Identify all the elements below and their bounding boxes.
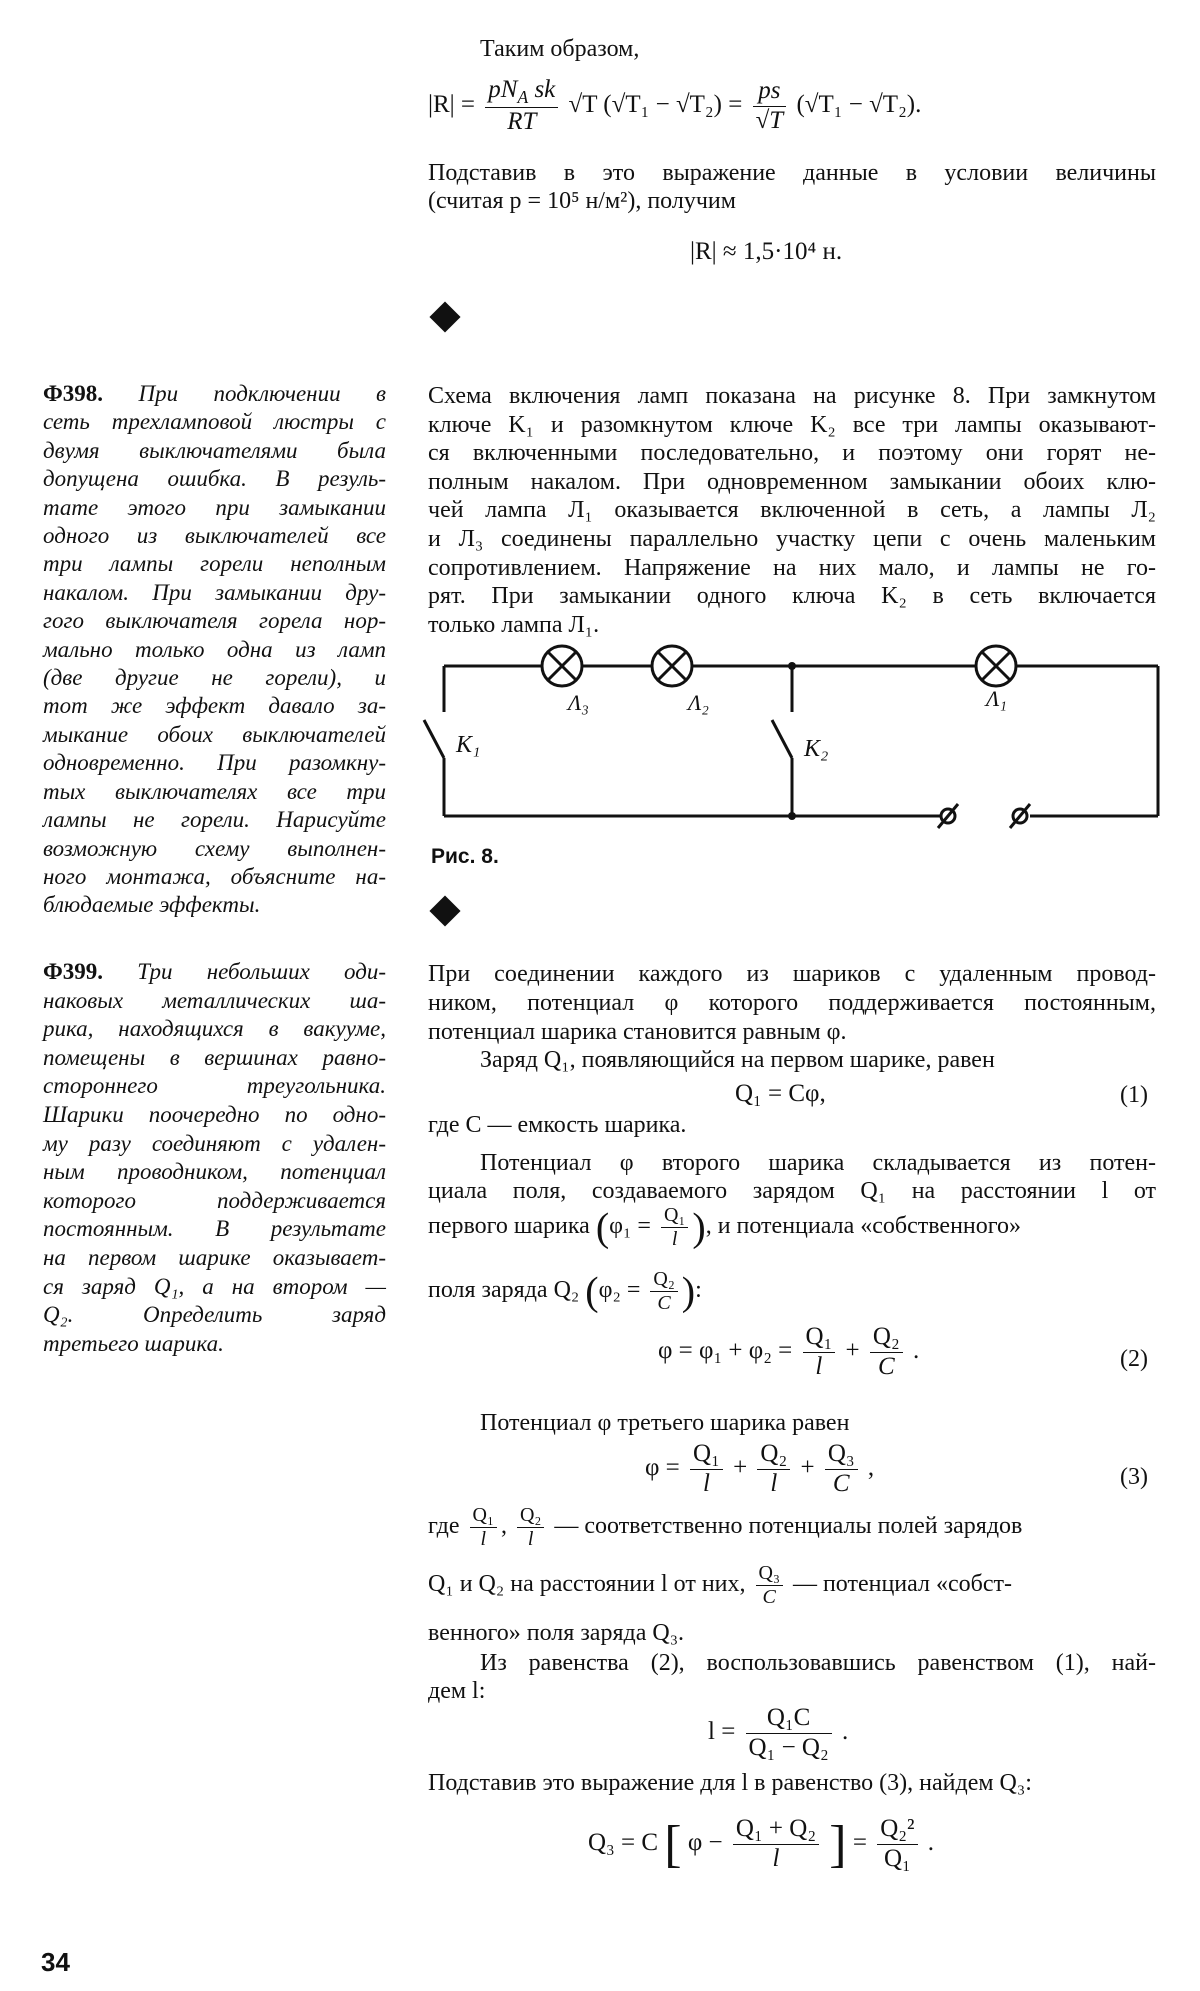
f398-sol-line: ся включенными последовательно, и поэтому они горят не- — [428, 440, 1156, 467]
f399-line: постоянным. В результате — [43, 1216, 386, 1242]
lamp-3-label: Λ₃ — [568, 690, 589, 715]
f399-line: третьего шарика. — [43, 1330, 224, 1356]
f398-line: блюдаемые эффекты. — [43, 892, 261, 918]
solution-f399-p5-line2: дем l: — [428, 1678, 486, 1704]
terminal-left-icon — [938, 804, 958, 828]
circuit-diagram — [420, 640, 1170, 840]
switch-k2-icon — [772, 720, 792, 758]
f399-line: которого поддерживается — [43, 1187, 386, 1213]
f398-sol-line: ключе K₁ и разомкнутом ключе K₂ все три лампы оказывают- — [428, 411, 1156, 438]
junction-top — [788, 662, 796, 670]
solution-f399-p5-line1: Из равенства (2), воспользовавшись равенством (1), най- — [480, 1650, 1156, 1676]
solution-f399-p6: Подставив это выражение для l в равенство (3), найдем Q₃: — [428, 1770, 1032, 1796]
para-substitute-line1: Подставив в это выражение данные в условии величины — [428, 160, 1156, 186]
intro-text: Таким образом, — [480, 36, 640, 62]
solution-f398 — [428, 382, 1156, 639]
equation-2-number: (2) — [1120, 1346, 1148, 1372]
solution-f399-p2: Заряд Q₁, появляющийся на первом шарике, равен — [480, 1047, 995, 1073]
f398-line: тот же эффект давало за- — [43, 693, 386, 719]
eq-R-frac2: $\frac{ps}{√T}$ — [753, 77, 787, 136]
equation-R — [428, 76, 921, 137]
solution-f399-p4: Потенциал φ третьего шарика равен — [480, 1410, 850, 1436]
problem-f398 — [43, 380, 386, 920]
para-substitute-line2: (считая p = 10⁵ н/м²), получим — [428, 188, 736, 214]
f398-line: одновременно. При разомкну- — [43, 750, 386, 776]
lamp-3-icon — [542, 646, 582, 686]
problem-f399 — [43, 958, 386, 1358]
f398-line: три лампы горели неполным — [43, 551, 386, 577]
where-3: Q₁ и Q₂ на расстоянии l от них, $\frac{\text{Q₃}}{C}$ — потенциал «собст- — [428, 1562, 1012, 1608]
f399-line: рика, находящихся в вакууме, — [43, 1016, 386, 1042]
f398-line: тате этого при замыкании — [43, 494, 386, 520]
circuit-wires — [444, 666, 1158, 816]
f398-line: одного из выключателей все — [43, 523, 386, 549]
f398-line: лампы не горели. Нарисуйте — [43, 807, 386, 833]
lamp-2-label: Λ₂ — [688, 690, 709, 715]
f399-line: наковых металлических ша- — [43, 987, 386, 1013]
f398-line: Ф398. При подключении в — [43, 381, 386, 406]
solution-f399-p3-line1: Потенциал φ второго шарика складывается из потен- — [480, 1150, 1156, 1176]
eq-R-rhs: (√T₁ − √T₂). — [796, 91, 922, 119]
solution-f399-p3-line2: циала поля, создаваемого зарядом Q₁ на расстоянии l от — [428, 1178, 1156, 1204]
f399-sol-line: При соединении каждого из шариков с удаленным провод- — [428, 961, 1156, 987]
where-4: венного» поля заряда Q₃. — [428, 1620, 685, 1646]
eq-R-mid: √T (√T₁ − √T₂) = — [568, 91, 743, 119]
where-C: где C — емкость шарика. — [428, 1112, 687, 1138]
f398-line: допущена ошибка. В резуль- — [43, 466, 386, 492]
f399-sol-line: потенциал шарика становится равным φ. — [428, 1019, 847, 1045]
key-2-label: K₂ — [804, 736, 829, 762]
f398-sol-line: только лампа Л₁. — [428, 611, 600, 638]
solution-f399-p3-line3: первого шарика (φ₁ = $\frac{\text{Q₁}}{l}$ ), и потенциала «собственного» — [428, 1204, 1022, 1250]
solution-f399-p3-line4: поля заряда Q₂ (φ₂ = $\frac{\text{Q₂}}{C}$ ): — [428, 1268, 702, 1314]
equation-2: φ = φ₁ + φ₂ = $\frac{\text{Q₁}}{l}$ + $\frac{\text{Q₂}}{C}$ . — [658, 1323, 920, 1380]
f398-line: ного монтажа, объясните на- — [43, 863, 386, 889]
equation-final: Q₃ = C [ φ − $\frac{\text{Q₁ + Q₂}}{l}$ ] = $\frac{\text{Q₂²}}{\text{Q₁}}$ . — [588, 1815, 934, 1873]
terminal-right-icon — [1010, 804, 1030, 828]
equation-3: φ = $\frac{\text{Q₁}}{l}$ + $\frac{\text{Q₂}}{l}$ + $\frac{\text{Q₃}}{C}$ , — [645, 1440, 875, 1497]
lamp-1-label: Λ₁ — [986, 686, 1007, 711]
f398-line: мально только одна из ламп — [43, 636, 386, 662]
eq-R-frac1: $\frac{pN_A sk}{RT}$ — [485, 76, 558, 137]
f398-sol-line: рят. При замыкании одного ключа K₂ в сеть включается — [428, 583, 1156, 610]
f399-line: му разу соединяют с удален- — [43, 1130, 386, 1156]
f398-line: тых выключателях все три — [43, 778, 386, 804]
f398-line: сеть трехламповой люстры с — [43, 409, 386, 435]
f399-sol-line: ником, потенциал φ которого поддерживается постоянным, — [428, 990, 1156, 1016]
key-1-label: K₁ — [456, 732, 481, 758]
f398-line: (две другие не горели), и — [43, 665, 386, 691]
equation-1: Q₁ = Cφ, — [735, 1080, 826, 1107]
equation-l: l = $\frac{\text{Q₁C}}{\text{Q₁ − Q₂}}$ . — [708, 1704, 849, 1761]
f399-line: помещены в вершинах равно- — [43, 1044, 386, 1070]
f399-line: стороннего треугольника. — [43, 1073, 386, 1099]
section-divider-diamond — [429, 301, 460, 332]
f398-sol-line: сопротивлением. Напряжение на них мало, и лампы не го- — [428, 554, 1156, 581]
f398-line: накалом. При замыкании дру- — [43, 579, 386, 605]
f398-line: двумя выключателями была — [43, 437, 386, 463]
f398-sol-line: Схема включения ламп показана на рисунке 8. При замкнутом — [428, 383, 1156, 409]
junction-bottom — [788, 812, 796, 820]
lamp-1-icon — [976, 646, 1016, 686]
solution-f399-p1 — [428, 960, 1156, 1047]
eq-R-lhs: |R| = — [428, 91, 476, 119]
where-2: где $\frac{\text{Q₁}}{l}$ , $\frac{\text{Q₂}}{l}$ — соответственно потенциалы полей зарядов — [428, 1504, 1023, 1550]
section-divider-diamond — [429, 895, 460, 926]
result-R: |R| ≈ 1,5·10⁴ н. — [690, 238, 843, 265]
f398-sol-line: полным накалом. При одновременном замыкании обоих клю- — [428, 468, 1156, 495]
f399-line: ным проводником, потенциал — [43, 1159, 386, 1185]
f398-sol-line: чей лампа Л₁ оказывается включенной в сеть, а лампы Л₂ — [428, 497, 1156, 524]
f398-sol-line: и Л₃ соединены параллельно участку цепи с очень маленьким — [428, 525, 1156, 552]
f399-line: Шарики поочередно по одно- — [43, 1101, 386, 1127]
f399-line: ся заряд Q₁, а на втором — — [43, 1273, 386, 1299]
f398-line: мыкание обоих выключателей — [43, 721, 386, 747]
switch-k1-icon — [424, 720, 444, 758]
f398-line: гого выключателя горела нор- — [43, 608, 386, 634]
f399-line: на первом шарике оказывает- — [43, 1244, 386, 1270]
equation-3-number: (3) — [1120, 1464, 1148, 1490]
lamp-2-icon — [652, 646, 692, 686]
page-number: 34 — [41, 1947, 70, 1977]
figure-caption: Рис. 8. — [431, 845, 499, 868]
f398-line: возможную схему выполнен- — [43, 835, 386, 861]
equation-1-number: (1) — [1120, 1082, 1148, 1108]
f399-line: Q₂. Определить заряд — [43, 1302, 386, 1328]
f399-line: Ф399. Три небольших оди- — [43, 959, 386, 984]
